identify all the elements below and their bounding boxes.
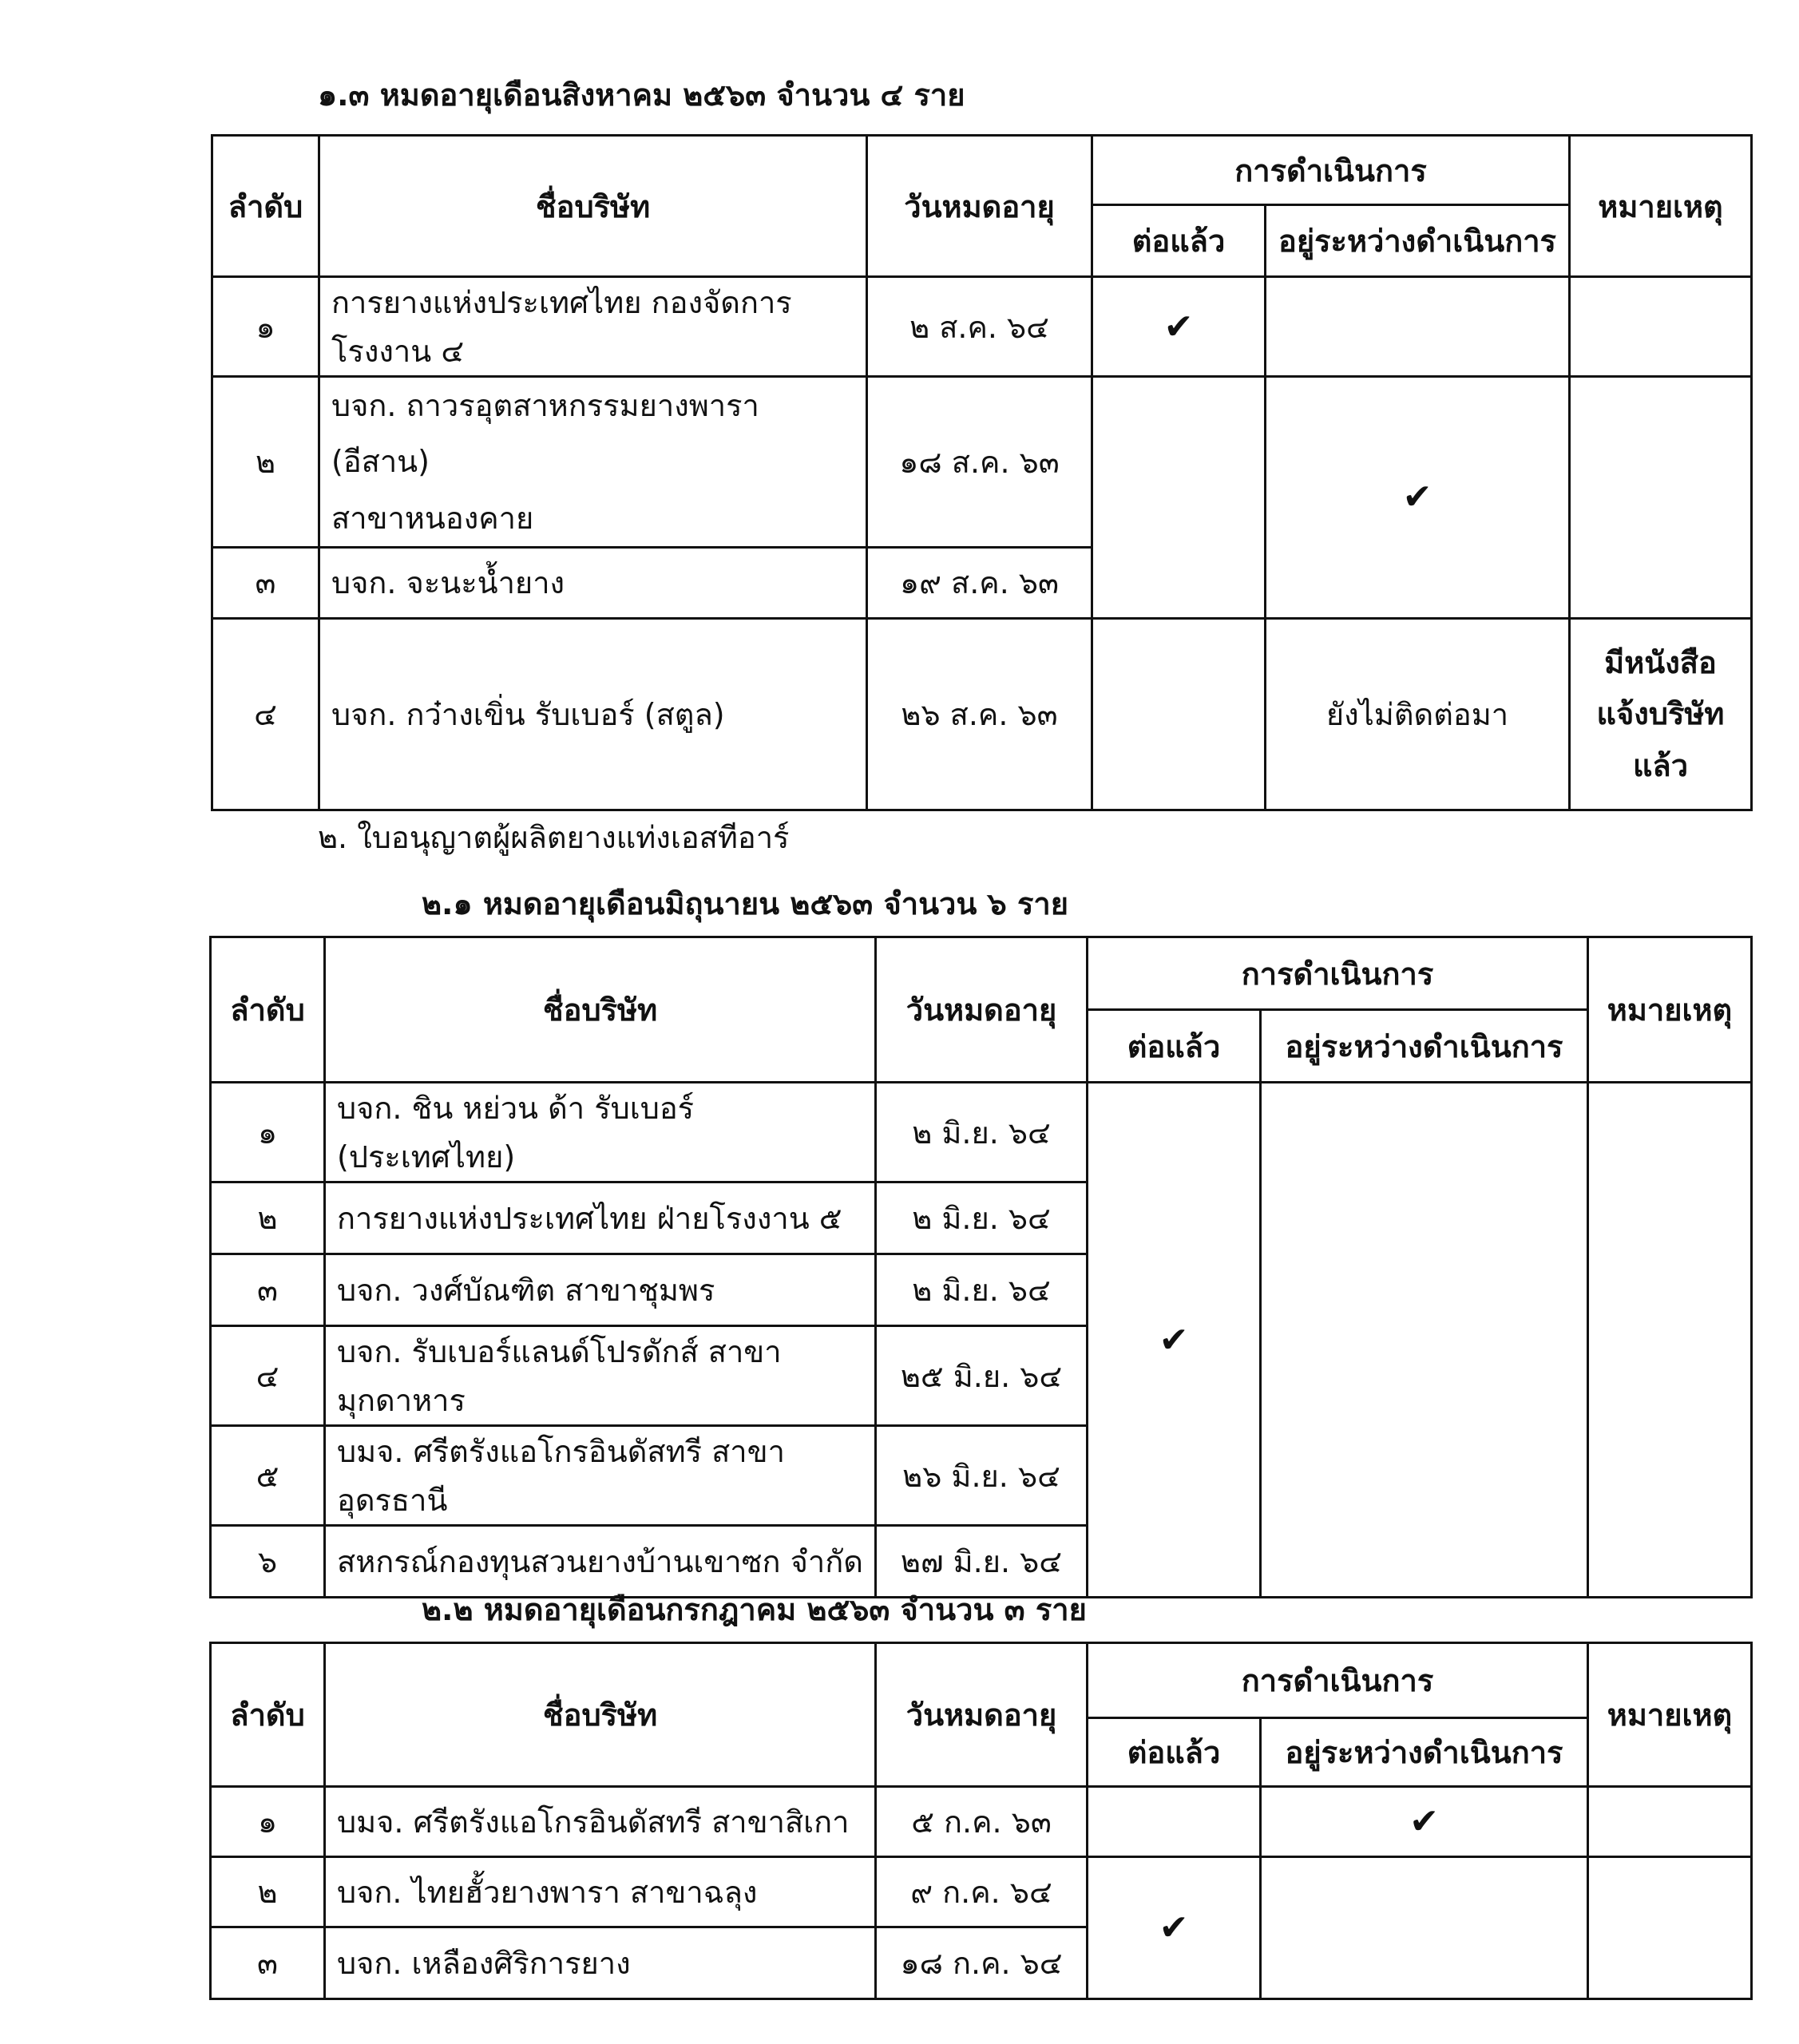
- row-expiry: ๑๘ ส.ค. ๖๓: [867, 377, 1092, 548]
- row-expiry: ๒ มิ.ย. ๖๔: [876, 1182, 1088, 1254]
- remark-line3: แล้ว: [1632, 747, 1689, 783]
- row-renewed: [1092, 377, 1266, 619]
- row-expiry: ๒๖ ส.ค. ๖๓: [867, 618, 1092, 810]
- row-company-line1: บจก. ถาวรอุตสาหกรรมยางพารา (อีสาน): [331, 388, 759, 480]
- header-remark: หมายเหตุ: [1588, 937, 1752, 1083]
- row-company: สหกรณ์กองทุนสวนยางบ้านเขาซก จำกัด: [325, 1526, 876, 1598]
- row-seq: ๒: [211, 1857, 325, 1927]
- row-expiry: ๕ ก.ค. ๖๓: [876, 1787, 1088, 1857]
- header-company: ชื่อบริษัท: [325, 937, 876, 1083]
- header-seq: ลำดับ: [211, 1643, 325, 1787]
- header-seq: ลำดับ: [211, 937, 325, 1083]
- check-mark-icon: ✔: [1092, 277, 1266, 377]
- row-seq: ๑: [211, 1787, 325, 1857]
- header-in-progress: อยู่ระหว่างดำเนินการ: [1261, 1010, 1588, 1083]
- table-row: [211, 1083, 1752, 1182]
- row-seq: ๑: [212, 277, 319, 377]
- row-company: บจก. รับเบอร์แลนด์โปรดักส์ สาขามุกดาหาร: [325, 1326, 876, 1426]
- row-seq: ๕: [211, 1426, 325, 1526]
- table-row: [212, 277, 1752, 377]
- table-row: [211, 1857, 1752, 1927]
- row-remark: [1588, 1857, 1752, 1999]
- row-company: บจก. ชิน หย่วน ด้า รับเบอร์ (ประเทศไทย): [325, 1083, 876, 1182]
- row-renewed: [1088, 1787, 1261, 1857]
- row-company: บมจ. ศรีตรังแอโกรอินดัสทรี สาขาอุดรธานี: [325, 1426, 876, 1526]
- header-company: ชื่อบริษัท: [319, 136, 867, 277]
- row-progress-text: ยังไม่ติดต่อมา: [1266, 618, 1570, 810]
- section-2-title: ๒. ใบอนุญาตผู้ผลิตยางแท่งเอสทีอาร์: [318, 820, 790, 855]
- row-expiry: ๒๕ มิ.ย. ๖๔: [876, 1326, 1088, 1426]
- row-seq: ๔: [211, 1326, 325, 1426]
- section-1-3-title: ๑.๓ หมดอายุเดือนสิงหาคม ๒๕๖๓ จำนวน ๔ ราย: [318, 77, 965, 113]
- row-expiry: ๒๗ มิ.ย. ๖๔: [876, 1526, 1088, 1598]
- row-company: บจก. เหลืองศิริการยาง: [325, 1927, 876, 1999]
- table-row: [212, 618, 1752, 810]
- table-2-2: [209, 1642, 1753, 2000]
- row-company: บจก. ไทยฮั้วยางพารา สาขาฉลุง: [325, 1857, 876, 1927]
- header-renewed: ต่อแล้ว: [1088, 1010, 1261, 1083]
- row-in-progress: [1266, 277, 1570, 377]
- row-seq: ๔: [212, 618, 319, 810]
- row-renewed: [1092, 618, 1266, 810]
- header-action: การดำเนินการ: [1092, 136, 1570, 205]
- header-remark: หมายเหตุ: [1588, 1643, 1752, 1787]
- row-seq: ๓: [211, 1927, 325, 1999]
- row-expiry: ๒ มิ.ย. ๖๔: [876, 1083, 1088, 1182]
- table-1-3: [211, 134, 1753, 811]
- row-expiry: ๙ ก.ค. ๖๔: [876, 1857, 1088, 1927]
- row-seq: ๓: [212, 547, 319, 618]
- header-expiry: วันหมดอายุ: [876, 937, 1088, 1083]
- row-remark: [1588, 1083, 1752, 1598]
- row-in-progress: [1261, 1083, 1588, 1598]
- remark-line1: มีหนังสือ: [1604, 644, 1717, 680]
- row-seq: ๖: [211, 1526, 325, 1598]
- row-seq: ๓: [211, 1254, 325, 1326]
- row-company: การยางแห่งประเทศไทย ฝ่ายโรงงาน ๕: [325, 1182, 876, 1254]
- header-action: การดำเนินการ: [1088, 937, 1588, 1010]
- row-expiry: ๑๙ ส.ค. ๖๓: [867, 547, 1092, 618]
- row-expiry: ๒ ส.ค. ๖๔: [867, 277, 1092, 377]
- header-seq: ลำดับ: [212, 136, 319, 277]
- row-remark: [1570, 277, 1752, 377]
- section-2-2-title: ๒.๒ หมดอายุเดือนกรกฎาคม ๒๕๖๓ จำนวน ๓ ราย: [422, 1592, 1087, 1627]
- row-remark: [1570, 618, 1752, 810]
- row-seq: ๑: [211, 1083, 325, 1182]
- row-company: บจก. กว๋างเขิ่น รับเบอร์ (สตูล): [319, 618, 867, 810]
- header-company: ชื่อบริษัท: [325, 1643, 876, 1787]
- row-company-line2: สาขาหนองคาย: [331, 500, 534, 536]
- row-expiry: ๒๖ มิ.ย. ๖๔: [876, 1426, 1088, 1526]
- remark-line2: แจ้งบริษัท: [1596, 696, 1725, 732]
- table-row: [212, 377, 1752, 548]
- check-mark-icon: ✔: [1261, 1787, 1588, 1857]
- section-2-1-title: ๒.๑ หมดอายุเดือนมิถุนายน ๒๕๖๓ จำนวน ๖ ราย: [422, 886, 1068, 921]
- header-action: การดำเนินการ: [1088, 1643, 1588, 1718]
- row-seq: ๒: [212, 377, 319, 548]
- row-company: [319, 377, 867, 548]
- header-renewed: ต่อแล้ว: [1088, 1718, 1261, 1787]
- row-seq: ๒: [211, 1182, 325, 1254]
- row-company: การยางแห่งประเทศไทย กองจัดการโรงงาน ๔: [319, 277, 867, 377]
- row-expiry: ๑๘ ก.ค. ๖๔: [876, 1927, 1088, 1999]
- check-mark-icon: ✔: [1088, 1083, 1261, 1598]
- check-mark-icon: ✔: [1266, 377, 1570, 619]
- check-mark-icon: ✔: [1088, 1857, 1261, 1999]
- header-renewed: ต่อแล้ว: [1092, 205, 1266, 277]
- header-expiry: วันหมดอายุ: [867, 136, 1092, 277]
- header-in-progress: อยู่ระหว่างดำเนินการ: [1266, 205, 1570, 277]
- row-company: บมจ. ศรีตรังแอโกรอินดัสทรี สาขาสิเกา: [325, 1787, 876, 1857]
- row-company: บจก. จะนะน้ำยาง: [319, 547, 867, 618]
- header-in-progress: อยู่ระหว่างดำเนินการ: [1261, 1718, 1588, 1787]
- table-2-1: [209, 936, 1753, 1598]
- row-remark: [1570, 377, 1752, 619]
- row-expiry: ๒ มิ.ย. ๖๔: [876, 1254, 1088, 1326]
- header-remark: หมายเหตุ: [1570, 136, 1752, 277]
- row-in-progress: [1261, 1857, 1588, 1999]
- header-expiry: วันหมดอายุ: [876, 1643, 1088, 1787]
- row-company: บจก. วงศ์บัณฑิต สาขาชุมพร: [325, 1254, 876, 1326]
- row-remark: [1588, 1787, 1752, 1857]
- table-row: [211, 1787, 1752, 1857]
